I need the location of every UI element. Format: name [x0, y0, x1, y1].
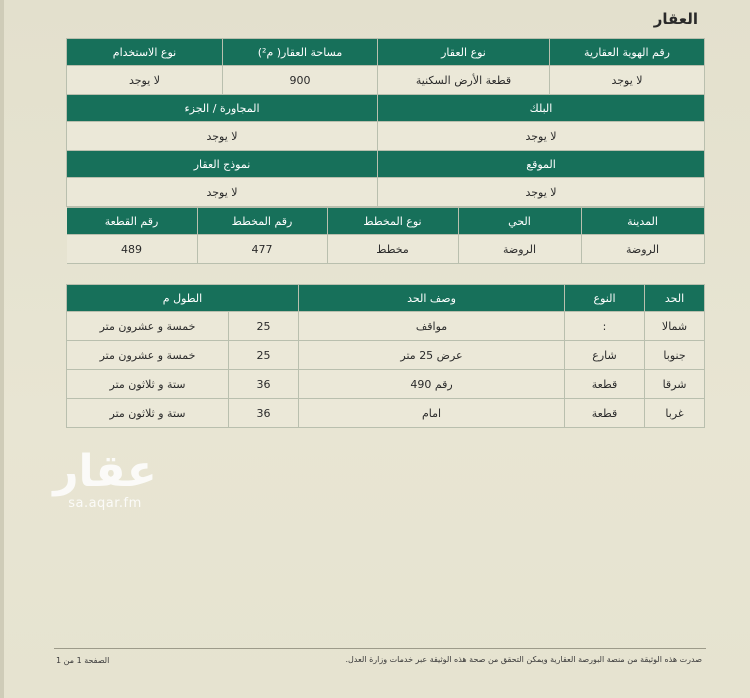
boundary-length: 36 [229, 370, 299, 399]
boundary-side: جنوبا [645, 341, 705, 370]
boundaries-header-row [67, 285, 705, 312]
aqar-watermark [40, 448, 170, 511]
value-plan-number: 477 [197, 235, 327, 264]
boundary-side: شرقا [645, 370, 705, 399]
block-header-row [67, 95, 705, 122]
boundary-row [67, 341, 705, 370]
boundary-type: : [565, 312, 645, 341]
boundary-length-text: ستة و ثلاثون متر [67, 370, 229, 399]
header-location: الموقع [378, 151, 705, 178]
header-boundary: الحد [645, 285, 705, 312]
header-parcel-number: رقم القطعة [67, 208, 198, 235]
header-boundary-description: وصف الحد [299, 285, 565, 312]
boundary-row [67, 399, 705, 428]
plan-header-row [67, 207, 705, 265]
header-property-area: مساحة العقار( م²) [223, 39, 378, 66]
boundary-description: رقم 490 [299, 370, 565, 399]
property-header-row [67, 39, 705, 66]
header-property-id: رقم الهوية العقارية [550, 39, 705, 66]
boundary-length-text: خمسة و عشرون متر [67, 341, 229, 370]
footer-note: صدرت هذه الوثيقة من منصة البورصة العقارية ويمكن التحقق من صحة هذه الوثيقة عبر خدمات وزارة العدل. [345, 655, 702, 664]
boundary-side: غربا [645, 399, 705, 428]
header-usage-type: نوع الاستخدام [67, 39, 223, 66]
boundary-type: قطعة [565, 370, 645, 399]
location-header-row [67, 151, 705, 178]
header-district: الحي [458, 208, 581, 235]
header-plan-number: رقم المخطط [197, 208, 327, 235]
header-city: المدينة [581, 208, 704, 235]
value-property-model: لا يوجد [67, 178, 378, 207]
boundary-description: امام [299, 399, 565, 428]
boundary-row [67, 370, 705, 399]
boundary-length: 36 [229, 399, 299, 428]
value-usage-type: لا يوجد [67, 66, 223, 95]
value-plan-type: مخطط [327, 235, 458, 264]
value-district: الروضة [458, 235, 581, 264]
header-plan-type: نوع المخطط [327, 208, 458, 235]
boundary-type: قطعة [565, 399, 645, 428]
value-city: الروضة [581, 235, 704, 264]
value-property-id: لا يوجد [550, 66, 705, 95]
boundary-row [67, 312, 705, 341]
value-location: لا يوجد [378, 178, 705, 207]
boundary-side: شمالا [645, 312, 705, 341]
value-parcel-number: 489 [67, 235, 198, 264]
boundary-description: مواقف [299, 312, 565, 341]
boundary-length: 25 [229, 341, 299, 370]
location-value-row [67, 178, 705, 207]
boundary-length-text: ستة و ثلاثون متر [67, 399, 229, 428]
value-block: لا يوجد [378, 122, 705, 151]
header-property-type: نوع العقار [378, 39, 550, 66]
block-value-row [67, 122, 705, 151]
header-property-model: نموذج العقار [67, 151, 378, 178]
watermark-logo: عقار [53, 446, 157, 497]
header-block: البلك [378, 95, 705, 122]
footer-divider [54, 648, 706, 649]
header-neighborhood-part: المجاورة / الجزء [67, 95, 378, 122]
boundary-length: 25 [229, 312, 299, 341]
boundary-length-text: خمسة و عشرون متر [67, 312, 229, 341]
boundary-type: شارع [565, 341, 645, 370]
value-neighborhood-part: لا يوجد [67, 122, 378, 151]
value-property-area: 900 [223, 66, 378, 95]
property-info-table [66, 38, 705, 264]
header-boundary-type: النوع [565, 285, 645, 312]
value-property-type: قطعة الأرض السكنية [378, 66, 550, 95]
watermark-url: sa.aqar.fm [68, 496, 142, 511]
page-number: الصفحة 1 من 1 [56, 656, 110, 665]
header-length: الطول م [67, 285, 299, 312]
boundaries-table [66, 284, 705, 428]
property-value-row [67, 66, 705, 95]
section-title: العقار [653, 10, 698, 28]
boundary-description: عرض 25 متر [299, 341, 565, 370]
plan-table [67, 207, 705, 264]
